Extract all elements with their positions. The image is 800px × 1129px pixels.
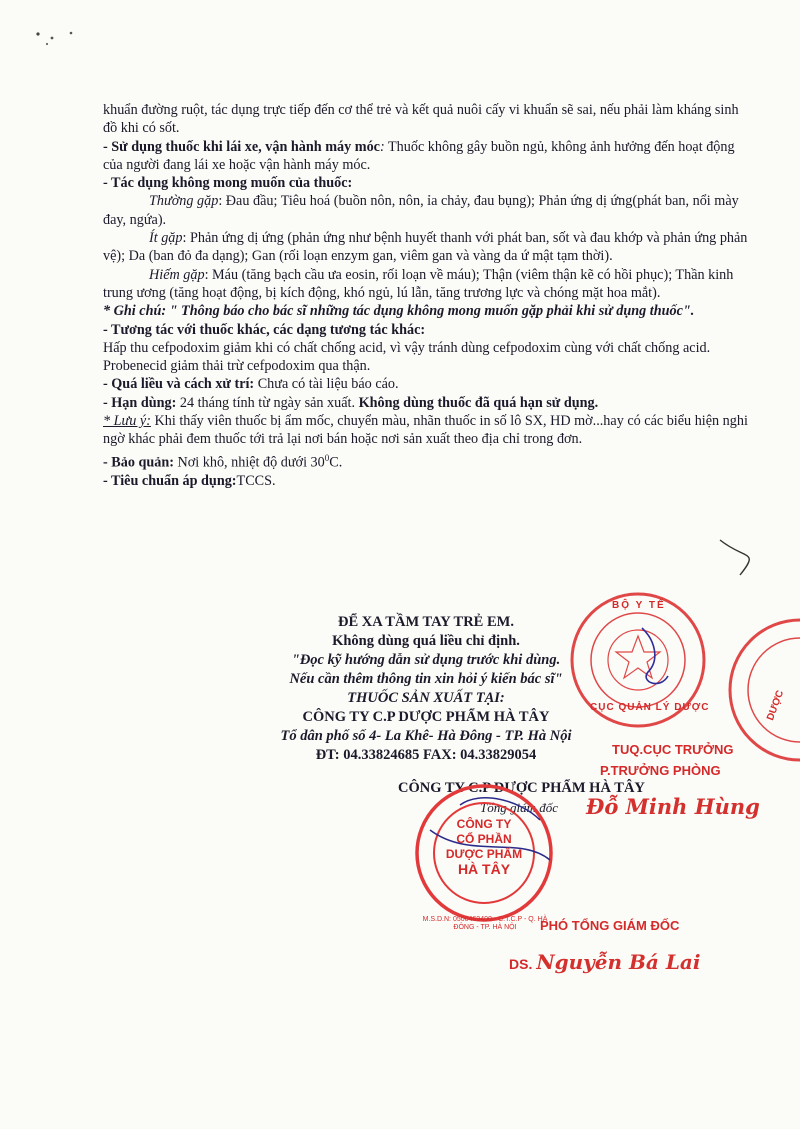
ministry-stamp-bottom: CỤC QUẢN LÝ DƯỢC (590, 702, 710, 713)
para-driving: - Sử dụng thuốc khi lái xe, vận hành máy móc: Thuốc không gây buồn ngủ, không ảnh hưởng đến hoạt động của người đang lái xe hoặc vận hành máy móc. (103, 138, 735, 173)
common-label: Thường gặp (149, 193, 219, 210)
company-stamp-ring-text: M.S.D.N: 0500463400 - C.T.C.P - Q. HÀ ĐÔNG - TP. HÀ NỘI (422, 916, 548, 931)
driving-heading: - Sử dụng thuốc khi lái xe, vận hành máy móc (103, 138, 380, 155)
para-microbiology: khuẩn đường ruột, tác dụng trực tiếp đến cơ thể trẻ và kết quả nuôi cấy vi khuẩn sẽ sai, nếu phải làm kháng sinh đồ khi có sốt. (103, 102, 739, 137)
deputy-name: DS. Nguyễn Bá Lai (509, 950, 701, 974)
company-address: Tổ dân phố số 4- La Khê- Hà Đông - TP. Hà Nội (280, 728, 572, 744)
rare-label: Hiếm gặp (149, 266, 205, 283)
keep-away-text: ĐỂ XA TẦM TAY TRẺ EM. (338, 614, 514, 630)
para-storage: - Bảo quản: Nơi khô, nhiệt độ dưới $30^0C$. (103, 452, 343, 471)
para-uncommon: Ít gặp: Phản ứng dị ứng (phản ứng như bệnh huyết thanh với phát ban, sốt và đau khớp và phản ứng phản vệ); Da (ban đỏ đa dạng); Gan (rối loạn enzym gan, viêm gan và vàng da ứ mật tạm thời). (103, 230, 748, 265)
company-stamp-line-2: CỔ PHẦN (456, 832, 512, 846)
para-interact-2: Probenecid giảm thải trừ cefpodoxim qua thận. (103, 358, 371, 375)
para-expiry: - Hạn dùng: 24 tháng tính từ ngày sản xuất. Không dùng thuốc đã quá hạn sử dụng. (103, 394, 599, 411)
company-name-2: CÔNG TY C.P DƯỢC PHẨM HÀ TÂY (398, 780, 645, 796)
para-common: Thường gặp: Đau đầu; Tiêu hoá (buồn nôn, nôn, ỉa chảy, đau bụng); Phản ứng dị ứng(phát ban, nổi mày đay, ngứa). (103, 193, 739, 228)
ministry-stamp-right: DƯỢC (765, 688, 787, 723)
company-stamp-line-1: CÔNG TY (456, 817, 512, 831)
para-caution: * Lưu ý: Khi thấy viên thuốc bị ẩm mốc, chuyển màu, nhãn thuốc in số lô SX, HD mờ...hay có các biểu hiện nghi ngờ khác phải đem thuốc tới trả lại nơi bán hoặc nơi sản xuất theo địa chỉ trong đơn. (103, 413, 748, 448)
para-interact-1: Hấp thu cefpodoxim giảm khi có chất chống acid, vì vậy tránh dùng cefpodoxim cùng với chất chống acid. (103, 339, 711, 356)
chief-title-1: TUQ.CỤC TRƯỞNG (612, 742, 734, 757)
note: * Ghi chú: " Thông báo cho bác sĩ những tác dụng không mong muốn gặp phải khi sử dụng thuốc". (103, 303, 695, 320)
company-stamp-line-3: DƯỢC PHẨM (445, 847, 523, 861)
chief-title-2: P.TRƯỞNG PHÒNG (600, 763, 721, 778)
company-stamp-line-4: HÀ TÂY (457, 861, 511, 877)
made-at-heading: THUỐC SẢN XUẤT TẠI: (347, 690, 505, 706)
interactions-heading: - Tương tác với thuốc khác, các dạng tương tác khác: (103, 321, 426, 338)
director-title: Tổng giám đốc (480, 800, 558, 815)
para-overdose: - Quá liều và cách xử trí: Chưa có tài liệu báo cáo. (103, 376, 399, 393)
read-instructions-2: Nếu cần thêm thông tin xin hỏi ý kiến bác sĩ" (289, 671, 563, 687)
uncommon-label: Ít gặp (149, 230, 183, 247)
para-standard: - Tiêu chuẩn áp dụng:TCCS. (103, 472, 276, 489)
read-instructions-1: "Đọc kỹ hướng dẫn sử dụng trước khi dùng. (291, 652, 561, 668)
para-rare: Hiếm gặp: Máu (tăng bạch cầu ưa eosin, rối loạn về máu); Thận (viêm thận kẽ có hồi phục); Thần kinh trung ương (tăng hoạt động, bị kích động, khó ngủ, lú lẫn, tăng trương lực và chóng mặt hoa mắt). (103, 266, 734, 301)
chief-signature: Đỗ Minh Hùng (586, 794, 760, 819)
company-name: CÔNG TY C.P DƯỢC PHẨM HÀ TÂY (302, 709, 550, 725)
ministry-stamp-top: BỘ Y TẾ (612, 600, 666, 611)
deputy-title: PHÓ TỔNG GIÁM ĐỐC (540, 918, 680, 933)
company-phone: ĐT: 04.33824685 FAX: 04.33829054 (315, 747, 537, 763)
side-effects-heading: - Tác dụng không mong muốn của thuốc: (103, 175, 353, 192)
no-overdose-text: Không dùng quá liều chỉ định. (332, 633, 520, 649)
